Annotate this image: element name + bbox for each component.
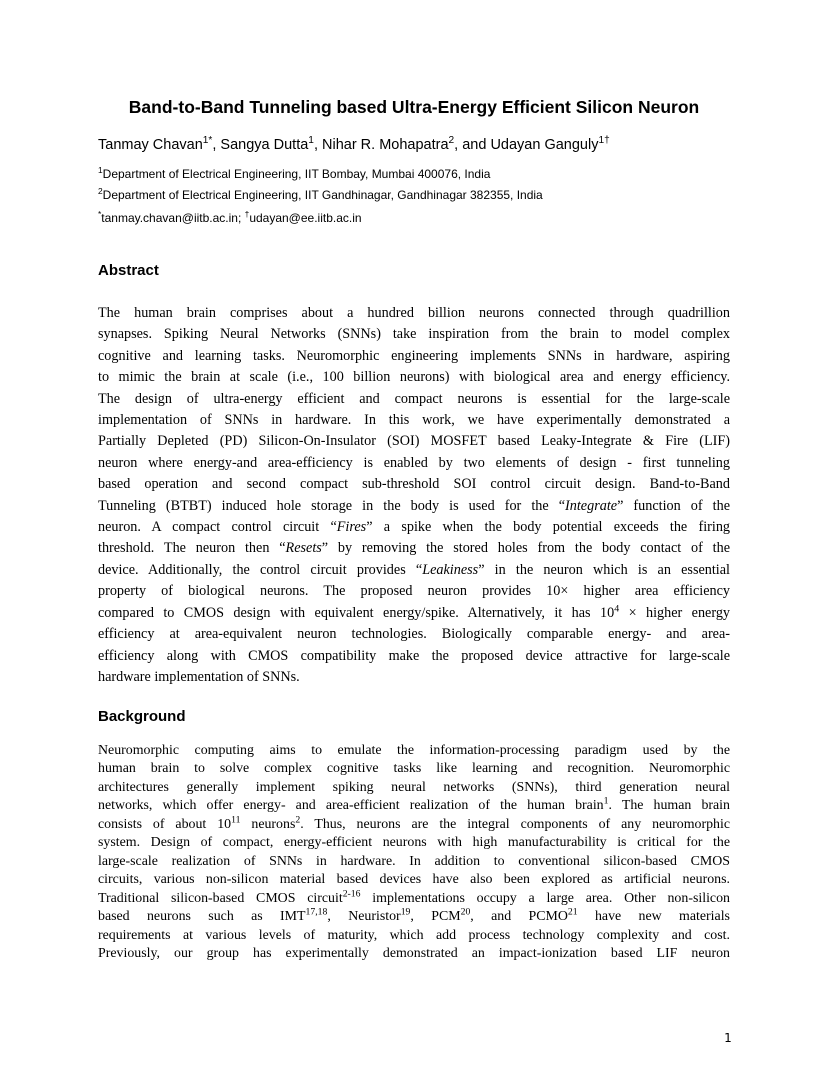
contact-emails: *tanmay.chavan@iitb.ac.in; †udayan@ee.iitb.ac.in	[98, 209, 362, 225]
author-affiliation-mark: 1†	[598, 135, 610, 147]
affiliation-1: $^1$Department of Electrical Engineering, IIT Bombay, Mumbai 400076, India	[98, 165, 491, 181]
affiliation-2: $^2$Department of Electrical Engineering, IIT Gandhinagar, Gandhinagar 382355, India	[98, 186, 543, 202]
background-body: Neuromorphic computing aims to emulate the information-processing paradigm used by the human brain to solve complex cognitive tasks like learning and recognition. Neuromorphic architectures generally implement spiking neural networks (SNNs), third generation neural networks, which offer energy- and area-efficient realization of the human brain$^1$. The human brain consists of about $10^{11}$ neurons$^2$. Thus, neurons are the integral components of any neuromorphic system. Design of compact, energy-efficient neurons with high manufacturability is critical for the large-scale realization of SNNs in hardware. In addition to conventional silicon-based CMOS circuits, various non-silicon material based devices have also been explored as artificial neurons. Traditional silicon-based CMOS circuit$^{2-16}$ implementations occupy a large area. Other non-silicon based neurons such as IMT$^{17,18}$, Neuristor$^{19}$, PCM$^{20}$, and PCMO$^{21}$ have new materials requirements at various levels of maturity, which add process technology complexity and cost. Previously, our group has experimentally demonstrated an impact-ionization based LIF neuron	[98, 743, 731, 961]
abstract-heading: Abstract	[98, 262, 159, 279]
citation: 2-16	[342, 888, 361, 899]
email-link[interactable]: tanmay.chavan@iitb.ac.in;	[101, 211, 242, 225]
author-name: and Udayan Ganguly	[462, 137, 599, 153]
author-name: Tanmay Chavan	[98, 137, 203, 153]
background-heading: Background	[98, 708, 186, 725]
citation: 1	[603, 795, 609, 807]
page-number: 1	[724, 1031, 732, 1045]
abstract-body: The human brain comprises about a hundred billion neurons connected through quadrillion synapses. Spiking Neural Networks (SNNs) take inspiration from the brain to model complex cognitive and learning tasks. Neuromorphic engineering implements SNNs in hardware, aspiring to mimic the brain at scale (i.e., 100 billion neurons) with biological area and energy efficiency. The design of ultra-energy efficient and compact neurons is essential for the large-scale implementation of SNNs in hardware. In this work, we have experimentally demonstrated a Partially Depleted (PD) Silicon-On-Insulator (SOI) MOSFET based Leaky-Integrate & Fire (LIF) neuron where energy-and area-efficiency is enabled by two elements of design - first tunneling based operation and second compact sub-threshold SOI control circuit design. Band-to-Band Tunneling (BTBT) induced hole storage in the body is used for the “Integrate” function of the neuron. A compact control circuit “Fires” a spike when the body potential exceeds the firing threshold. The neuron then “Resets” by removing the stored holes from the body contact of the device. Additionally, the control circuit provides “Leakiness” in the neuron which is an essential property of biological neurons. The proposed neuron provides 10× higher area efficiency compared to CMOS design with equivalent energy/spike. Alternatively, it has $10^4$ × higher energy efficiency at area-equivalent neuron technologies. Biologically comparable energy- and area- efficiency along with CMOS compatibility make the proposed device attractive for large-scale hardware implementation of SNNs.	[98, 305, 731, 685]
author-list: Tanmay Chavan$^{1*}$, Sangya Dutta$^1$, Nihar R. Mohapatra$^2$, and Udayan Ganguly$^{1\dagger}$	[98, 135, 610, 153]
citation: 19	[400, 906, 411, 918]
email-link[interactable]: udayan@ee.iitb.ac.in	[249, 211, 362, 225]
citation: 17,18	[305, 906, 328, 918]
author-affiliation-mark: 1*	[202, 135, 213, 147]
author-name: Sangya Dutta	[220, 137, 309, 153]
author-name: Nihar R. Mohapatra	[322, 137, 449, 153]
citation: 2	[295, 814, 301, 826]
author-affiliation-mark: 2	[448, 135, 455, 147]
paper-title: Band-to-Band Tunneling based Ultra-Energy Efficient Silicon Neuron	[128, 97, 700, 117]
citation: 21	[567, 906, 578, 918]
citation: 20	[460, 906, 471, 918]
author-affiliation-mark: 1	[308, 135, 314, 147]
